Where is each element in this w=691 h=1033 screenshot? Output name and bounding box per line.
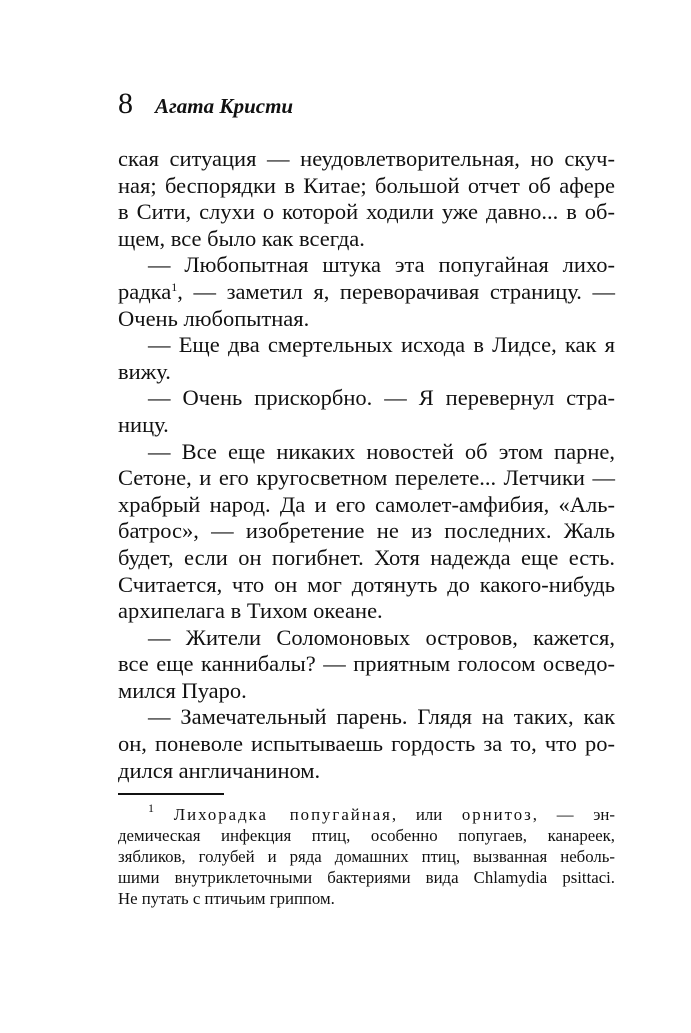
text-line: все еще каннибалы? — приятным голосом осведо- [118,651,615,677]
body-text [118,146,615,784]
page-header [118,84,618,124]
text-line: — Очень прискорбно. — Я перевернул стра- [148,385,615,411]
text-line: Сетоне, и его кругосветном перелете... Летчики — [118,465,615,491]
text-line: — Все еще никаких новостей об этом парне, [148,438,615,464]
text-line: щем, все было как всегда. [118,225,365,251]
running-head-author: Агата Кристи [155,94,294,118]
text-line: ницу. [118,411,169,437]
footnote-connector: , или [391,805,462,824]
footnote-line: шими внутриклеточными бактериями вида Chlamydia psittaci. [118,868,615,887]
text-line: батрос», — изобретение не из последних. Жаль [118,518,615,544]
text-line: архипелага в Тихом океане. [118,598,383,624]
page-number: 8 [118,87,133,120]
footnote-reference: 1 [171,279,178,294]
text-line: храбрый народ. Да и его самолет-амфибия, «Аль- [118,491,615,517]
text-fragment: радка [118,278,172,304]
footnote-line: демическая инфекция птиц, особенно попугаев, канареек, [118,826,615,845]
text-line: Очень любопытная. [118,305,310,331]
text-line: ная; беспорядки в Китае; большой отчет об афере [118,172,615,198]
text-fragment: , — заметил я, переворачивая страницу. — [177,278,615,304]
text-line: — Любопытная штука эта попугайная лихо- [148,252,615,278]
text-line: вижу. [118,358,171,384]
footnote-alt-term: орнитоз [461,805,533,824]
footnote [118,801,615,909]
footnote-line: зябликов, голубей и ряда домашних птиц, вызванная неболь- [118,847,615,866]
text-line: — Еще два смертельных исхода в Лидсе, как я [148,332,615,358]
text-line: мился Пуаро. [118,677,247,703]
footnote-marker: 1 [148,801,154,815]
text-line: будет, если он погибнет. Хотя надежда еще есть. [118,544,615,570]
text-line: — Замечательный парень. Глядя на таких, как [148,704,615,730]
footnote-divider [118,793,224,795]
text-line: в Сити, слухи о которой ходили уже давно... в об- [118,199,615,225]
text-line: дился англичанином. [118,757,321,783]
text-line: ская ситуация — неудовлетворительная, но скуч- [118,146,615,171]
text-line: — Жители Соломоновых островов, кажется, [148,624,615,650]
text-line: Считается, что он мог дотянуть до какого-нибудь [118,571,615,597]
footnote-line-rest: , — эн- [532,805,615,824]
text-line-with-footnote [118,279,615,306]
footnote-line: Не путать с птичьим гриппом. [118,889,335,908]
footnote-line [118,801,615,825]
footnote-term: Лихорадка попугайная [173,805,392,824]
text-line: он, поневоле испытываешь гордость за то, что ро- [118,731,615,757]
